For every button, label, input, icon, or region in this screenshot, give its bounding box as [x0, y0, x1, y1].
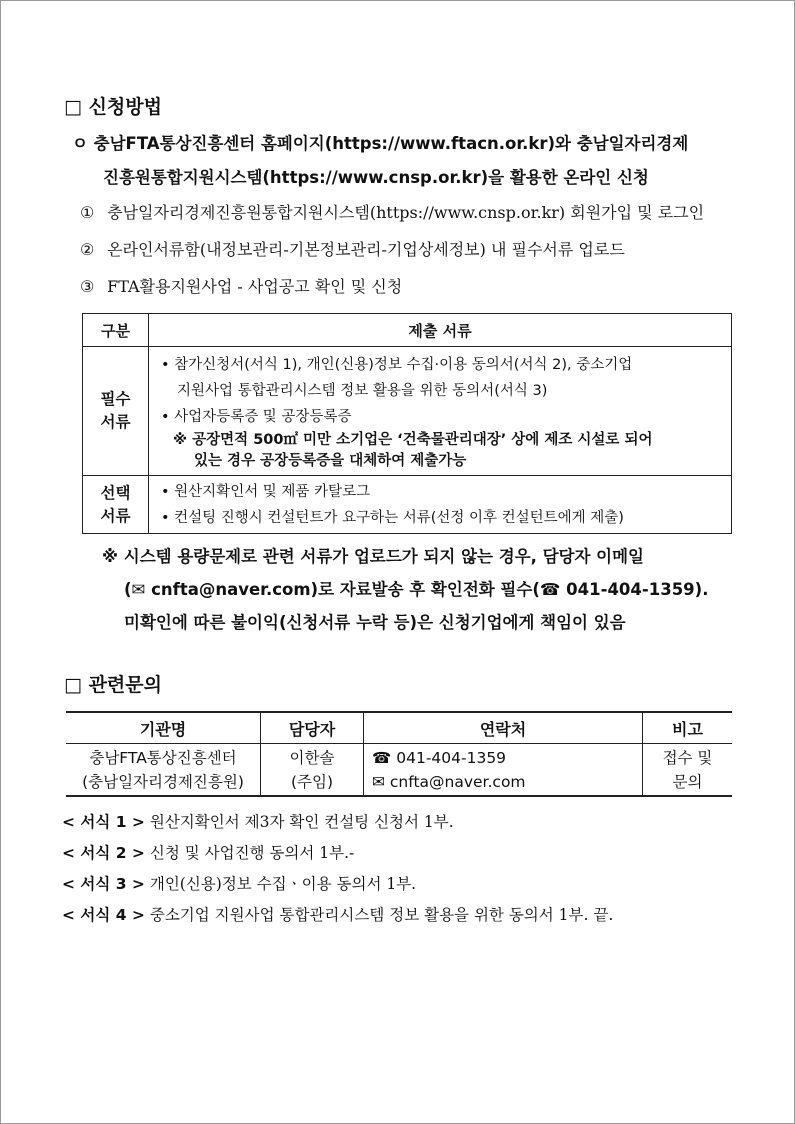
form-tag: < 서식 1 > [62, 813, 145, 831]
optional-docs-list [149, 476, 732, 534]
note-line2: 문의 [672, 773, 703, 791]
required-docs-list [149, 347, 732, 476]
org-cell [66, 744, 261, 797]
step-3 [80, 274, 402, 297]
header-person: 담당자 [261, 712, 364, 744]
person-title: (주임) [290, 773, 334, 791]
section-title-apply: □ 신청방법 [64, 96, 162, 118]
person-name: 이한솔 [289, 749, 335, 767]
required-note-line1: ※ 공장면적 500㎡ 미만 소기업은 ‘건축물관리대장’ 상에 제조 시설로 되어 [173, 431, 653, 448]
required-item2: • 사업자등록증 및 공장등록증 [161, 408, 352, 425]
step-text: 충남일자리경제진흥원통합지원시스템(https://www.cnsp.or.kr) 회원가입 및 로그인 [107, 203, 705, 222]
step-text: FTA활용지원사업 - 사업공고 확인 및 신청 [107, 277, 403, 296]
org-line2: (충남일자리경제진흥원) [82, 773, 244, 791]
contact-cell [364, 744, 643, 797]
documents-table [82, 313, 732, 534]
optional-label [83, 476, 149, 534]
header-contact: 연락처 [364, 712, 643, 744]
main-method-line2: 진흥원통합지원시스템(https://www.cnsp.or.kr)을 활용한 온라인 신청 [103, 168, 649, 187]
optional-label-line2: 서류 [100, 506, 131, 525]
optional-label-line1: 선택 [100, 483, 131, 502]
optional-item2: • 컨설팅 진행시 컨설턴트가 요구하는 서류(선정 이후 컨설턴트에게 제출) [161, 510, 624, 526]
phone-number: ☎ 041-404-1359 [372, 749, 507, 767]
person-cell [261, 744, 364, 797]
required-note-line2: 있는 경우 공장등록증을 대체하여 제출가능 [194, 452, 467, 469]
header-note: 비고 [643, 712, 733, 744]
contact-row [66, 744, 732, 797]
step-number: ③ [80, 277, 95, 296]
org-line1: 충남FTA통상진흥센터 [89, 749, 237, 767]
step-number: ② [80, 240, 95, 259]
email-address[interactable]: ✉ cnfta@naver.com [372, 773, 526, 791]
warning-line1: ※ 시스템 용량문제로 관련 서류가 업로드가 되지 않는 경우, 담당자 이메일 [102, 547, 644, 566]
main-method-line1: ㅇ 충남FTA통상진흥센터 홈페이지(https://www.ftacn.or.kr)와 충남일자리경제 [72, 134, 689, 153]
section-title-inquiry: □ 관련문의 [64, 674, 162, 696]
form-tag: < 서식 2 > [62, 844, 145, 862]
form-item-1 [62, 810, 454, 832]
form-item-2 [62, 841, 354, 863]
form-item-4 [62, 903, 613, 925]
header-category: 구분 [83, 314, 149, 347]
warning-line3: 미확인에 따른 불이익(신청서류 누락 등)은 신청기업에게 책임이 있음 [124, 613, 626, 632]
form-tag: < 서식 4 > [62, 906, 145, 924]
documents-table-header [83, 314, 732, 347]
required-item1-line2: 지원사업 통합관리시스템 정보 활용을 위한 동의서(서식 3) [177, 382, 548, 399]
header-docs: 제출 서류 [149, 314, 732, 347]
contact-table-header [66, 712, 732, 744]
required-label [83, 347, 149, 476]
step-text: 온라인서류함(내정보관리-기본정보관리-기업상세정보) 내 필수서류 업로드 [107, 240, 625, 259]
required-label-line1: 필수 [100, 390, 131, 408]
contact-table [66, 711, 732, 797]
form-item-3 [62, 872, 416, 894]
note-cell [643, 744, 733, 797]
form-text: 원산지확인서 제3자 확인 컨설팅 신청서 1부. [149, 813, 454, 831]
step-number: ① [80, 203, 95, 222]
step-1 [80, 200, 704, 223]
form-text: 중소기업 지원사업 통합관리시스템 정보 활용을 위한 동의서 1부. 끝. [149, 906, 614, 924]
form-text: 개인(신용)정보 수집ㆍ이용 동의서 1부. [149, 875, 417, 893]
form-tag: < 서식 3 > [62, 875, 145, 893]
form-text: 신청 및 사업진행 동의서 1부.- [149, 844, 355, 862]
optional-item1: • 원산지확인서 및 제품 카탈로그 [161, 484, 371, 500]
required-docs-row [83, 347, 732, 476]
note-line1: 접수 및 [662, 749, 713, 767]
step-2 [80, 237, 625, 260]
optional-docs-row [83, 476, 732, 534]
required-item1-line1: • 참가신청서(서식 1), 개인(신용)정보 수집·이용 동의서(서식 2), 중소기업 [161, 356, 633, 373]
required-label-line2: 서류 [100, 413, 131, 431]
header-org: 기관명 [66, 712, 261, 744]
warning-line2: (✉ cnfta@naver.com)로 자료발송 후 확인전화 필수(☎ 041-404-1359). [124, 580, 709, 599]
